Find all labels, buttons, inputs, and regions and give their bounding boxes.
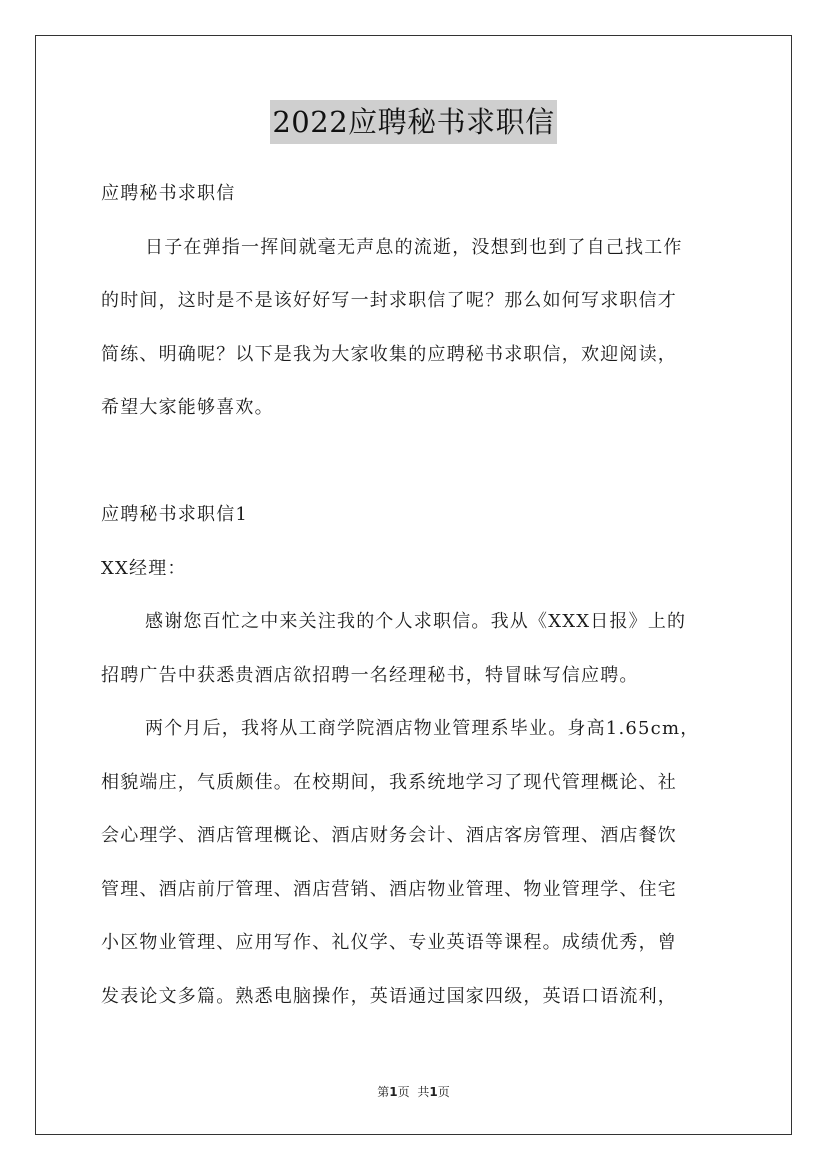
paragraph-line: 两个月后，我将从工商学院酒店物业管理系毕业。身高1.65cm， — [145, 718, 700, 739]
paragraph-line: 日子在弹指一挥间就毫无声息的流逝，没想到也到了自己找工作 — [145, 236, 683, 258]
paragraph-line: 感谢您百忙之中来关注我的个人求职信。我从《XXX日报》上的 — [145, 611, 687, 632]
total-label-prefix: 共 — [417, 1085, 430, 1099]
paragraph-line: 相貌端庄，气质颇佳。在校期间，我系统地学习了现代管理概论、社 — [101, 771, 677, 793]
paragraph-line: 小区物业管理、应用写作、礼仪学、专业英语等课程。成绩优秀，曾 — [101, 932, 677, 953]
paragraph-line: 发表论文多篇。熟悉电脑操作，英语通过国家四级，英语口语流利， — [101, 985, 677, 1007]
title-container — [35, 100, 792, 144]
heading-line: 应聘秘书求职信 — [101, 183, 236, 204]
document-title: 2022应聘秘书求职信 — [270, 100, 556, 144]
page-label-suffix: 页 — [397, 1085, 410, 1099]
paragraph-gap — [101, 435, 731, 489]
salutation-line: XX经理： — [101, 557, 187, 579]
section-heading: 应聘秘书求职信1 — [101, 504, 249, 525]
document-body — [101, 167, 731, 1023]
paragraph-line: 希望大家能够喜欢。 — [101, 397, 274, 418]
total-pages: 1 — [429, 1085, 438, 1099]
paragraph-line: 的时间，这时是不是该好好写一封求职信了呢？那么如何写求职信才 — [101, 290, 677, 311]
page-label-prefix: 第 — [377, 1085, 390, 1099]
paragraph-line: 招聘广告中获悉贵酒店欲招聘一名经理秘书，特冒昧写信应聘。 — [101, 664, 639, 686]
paragraph-line: 管理、酒店前厅管理、酒店营销、酒店物业管理、物业管理学、住宅 — [101, 878, 677, 900]
total-label-suffix: 页 — [437, 1085, 450, 1099]
paragraph-line: 会心理学、酒店管理概论、酒店财务会计、酒店客房管理、酒店餐饮 — [101, 825, 677, 846]
paragraph-line: 简练、明确呢？以下是我为大家收集的应聘秘书求职信，欢迎阅读， — [101, 343, 677, 365]
page-footer — [35, 1083, 792, 1100]
page-number: 1 — [389, 1085, 398, 1099]
